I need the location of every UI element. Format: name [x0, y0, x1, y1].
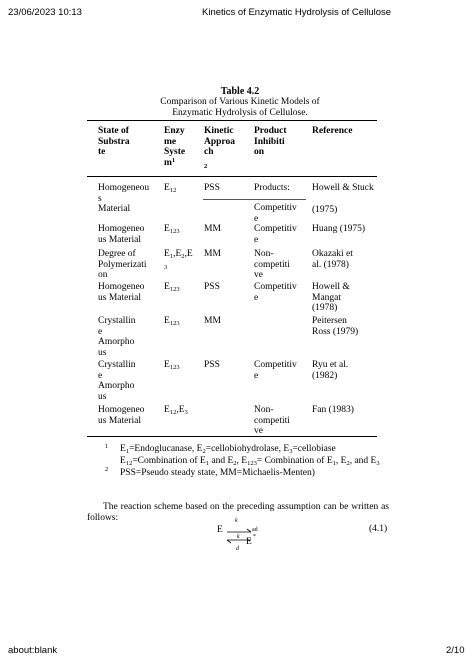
- row5-reference: Howell & Mangat (1978): [312, 282, 350, 313]
- eq-rhs: E: [246, 537, 252, 547]
- row3-enzyme: $E_{123}$: [164, 224, 180, 235]
- footnote1-mark: 1: [105, 443, 109, 450]
- table-label: Table 4.2: [220, 86, 260, 97]
- row5-substrate: Homogeneo us Material: [98, 282, 145, 303]
- row4-reference: Okazaki et al. (1978): [312, 249, 353, 270]
- row7-reference: Ryu et al. (1982): [312, 360, 349, 381]
- table-span-rule: [203, 199, 306, 200]
- table-top-rule: [87, 120, 377, 121]
- row5-inhibition: Competitiv e: [254, 282, 297, 303]
- eq-lhs: E: [217, 525, 223, 535]
- print-url: about:blank: [8, 645, 58, 656]
- row8-enzyme: $E_{12},E_3$: [164, 405, 188, 416]
- header-inhibition: Product Inhibiti on: [254, 126, 287, 157]
- header-substrate: State of Substra te: [98, 126, 130, 157]
- table-header-rule: [87, 176, 377, 177]
- eq-d: d: [236, 546, 239, 552]
- row5-enzyme: $E_{123}$: [164, 282, 180, 293]
- row1-substrate: Homogeneou s: [98, 183, 150, 204]
- row7-inhibition: Competitiv e: [254, 360, 297, 381]
- row7-enzyme: $E_{123}$: [164, 360, 180, 371]
- row5-approach: PSS: [204, 282, 220, 292]
- row7-approach: PSS: [204, 360, 220, 370]
- row2-inhibition: Competitiv e: [254, 203, 297, 224]
- header-enzyme: Enzy me Syste $m^1$: [164, 126, 186, 168]
- row4-inhibition: Non- competiti ve: [254, 249, 290, 280]
- footnote1-line1: $E_1=Endoglucanase$, $E_2=cellobiohydrolase$, $E_3=cellobiase$: [120, 444, 336, 455]
- row8-inhibition: Non- competiti ve: [254, 405, 290, 436]
- row1-inhibition: Products:: [254, 183, 290, 193]
- row6-enzyme: $E_{123}$: [164, 316, 180, 327]
- header-reference: Reference: [312, 126, 353, 136]
- row2-substrate: Material: [98, 204, 131, 214]
- eq-ad: ad: [252, 527, 258, 533]
- row3-approach: MM: [204, 224, 221, 234]
- row3-inhibition: Competitiv e: [254, 224, 297, 245]
- row7-substrate: Crystallin e Amorpho us: [98, 360, 136, 402]
- row4-substrate: Degree of Polymerizati on: [98, 249, 147, 280]
- row1-enzyme: $E_{12}$: [164, 183, 177, 194]
- print-datetime: 23/06/2023 10:13: [8, 7, 82, 18]
- print-page-number: 2/10: [446, 645, 465, 656]
- footnote2-text: PSS=Pseudo steady state, MM=Michaelis-Menten): [120, 468, 315, 478]
- header-approach: Kinetic Approa ch 2: [204, 126, 235, 170]
- table-caption-line2: Enzymatic Hydrolysis of Cellulose.: [172, 108, 308, 118]
- footnote2-mark: 2: [105, 466, 109, 473]
- table-bottom-rule: [87, 436, 377, 437]
- eq-k-d: k: [237, 534, 240, 540]
- eq-star: *: [253, 534, 256, 540]
- row8-reference: Fan (1983): [312, 405, 354, 415]
- row4-enzyme: $E_1,E_2,E$ $_3$: [164, 249, 193, 271]
- row1-approach: PSS: [204, 183, 220, 193]
- body-paragraph: The reaction scheme based on the preceding assumption can be written as follows:: [87, 502, 389, 523]
- row4-approach: MM: [204, 249, 221, 259]
- row6-substrate: Crystallin e Amorpho us: [98, 316, 136, 358]
- row8-substrate: Homogeneo us Material: [98, 405, 145, 426]
- table-title: [90, 86, 390, 119]
- row3-reference: Huang (1975): [312, 224, 366, 234]
- equation-4-1: [215, 518, 275, 554]
- row6-approach: MM: [204, 316, 221, 326]
- row2-reference: (1975): [312, 205, 338, 215]
- equation-number: (4.1): [369, 524, 388, 534]
- row6-reference: Peitersen Ross (1979): [312, 316, 359, 337]
- print-doc-title: Kinetics of Enzymatic Hydrolysis of Cellulose: [202, 7, 392, 18]
- footnote1-line2: $E_{12}=Combination$ of $E_1$ and $E_2$, $E_{123}=$ Combination of $E_1$, $E_2$, and $E_3$: [120, 456, 380, 467]
- table-caption-line1: Comparison of Various Kinetic Models of: [160, 97, 320, 107]
- row3-substrate: Homogeneo us Material: [98, 224, 145, 245]
- eq-k-ad: k: [235, 518, 238, 524]
- row1-reference: Howell & Stuck: [312, 183, 374, 193]
